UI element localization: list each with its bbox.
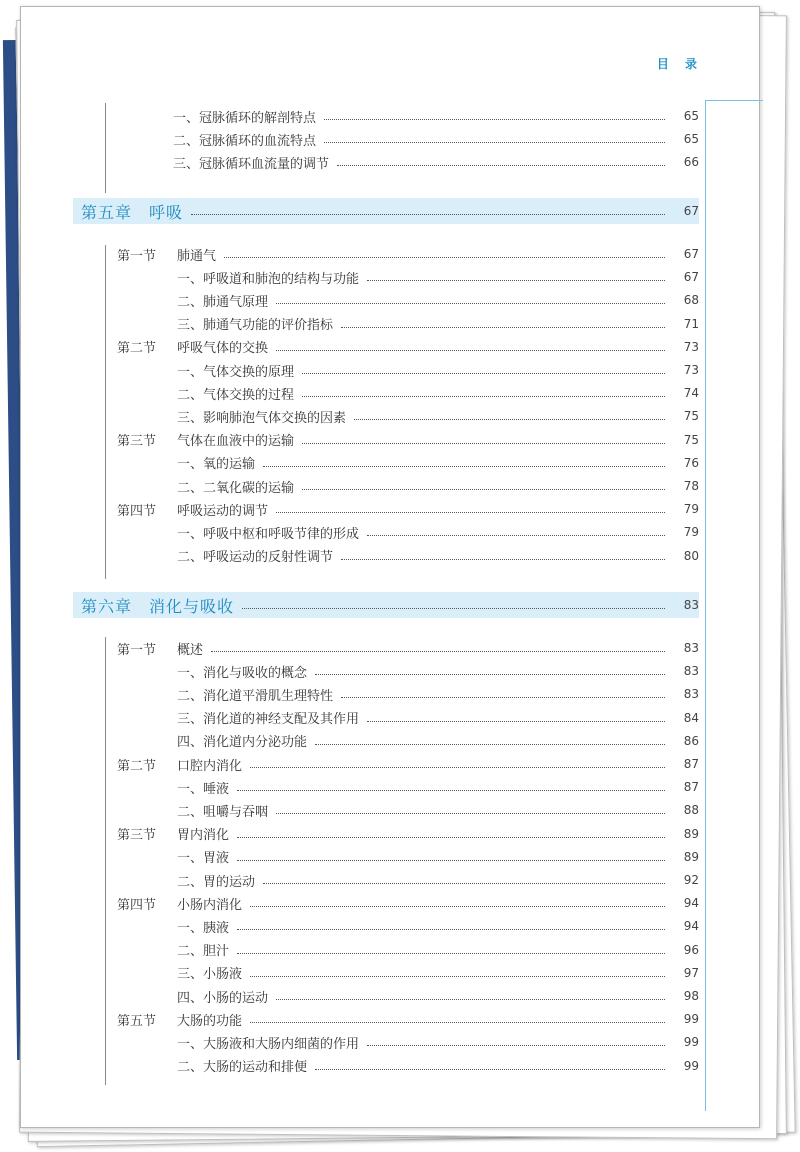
entry-label: 一、呼吸中枢和呼吸节律的形成 [177,526,360,542]
entry-page: 67 [683,247,699,261]
leader-dots [341,696,665,698]
entry-page: 74 [683,386,699,401]
leader-dots [211,650,665,652]
entry-label: 一、消化与吸收的概念 [177,665,308,681]
entry-page: 79 [683,502,699,517]
chapter-title: 第六章 消化与吸收 [81,596,235,616]
leader-dots [302,395,665,397]
toc-entry[interactable] [21,707,699,729]
entry-label: 二、二氧化碳的运输 [177,480,295,496]
section-number: 第四节 [117,897,157,913]
entry-label: 一、冠脉循环的解剖特点 [173,110,317,126]
toc-entry[interactable] [21,521,699,543]
section-number: 第三节 [117,434,157,450]
toc-section-entry[interactable] [21,753,699,775]
toc-entry[interactable] [21,545,699,567]
entry-page: 83 [683,664,699,679]
toc-entry[interactable] [21,313,699,335]
entry-page: 73 [683,363,699,377]
entry-label: 二、胃的运动 [177,874,256,890]
entry-page: 79 [683,525,699,540]
leader-dots [250,905,665,907]
entry-label: 三、肺通气功能的评价指标 [177,318,334,334]
toc-section-entry[interactable] [21,336,699,358]
leader-dots [276,349,665,351]
toc-section-entry[interactable] [21,892,699,914]
entry-label: 二、大肠的运动和排便 [177,1060,308,1076]
toc-entry[interactable] [21,105,699,127]
entry-label: 二、气体交换的过程 [177,387,295,403]
entry-page: 99 [683,1012,699,1027]
section-number: 第二节 [117,758,157,774]
entry-label: 一、氧的运输 [177,457,256,473]
leader-dots [367,534,665,536]
toc-section-entry[interactable] [21,637,699,659]
toc-section-entry[interactable] [21,823,699,845]
entry-label: 概述 [177,642,204,658]
entry-page: 78 [683,479,699,493]
leader-dots [337,164,665,166]
section-number: 第五节 [117,1013,157,1029]
entry-label: 一、唾液 [177,781,230,797]
entry-page: 99 [683,1035,699,1050]
toc-page [20,6,760,1128]
leader-dots [276,812,665,814]
entry-label: 二、消化道平滑肌生理特性 [177,688,334,704]
entry-label: 一、气体交换的原理 [177,364,295,380]
section-number: 第三节 [117,828,157,844]
toc-entry[interactable] [21,382,699,404]
leader-dots [367,720,665,722]
chapter-page: 67 [683,204,699,218]
entry-label: 一、大肠液和大肠内细菌的作用 [177,1036,360,1052]
entry-label: 一、胃液 [177,851,230,867]
leader-dots [315,1068,665,1070]
leader-dots [276,302,665,304]
toc-entry[interactable] [21,1031,699,1053]
entry-label: 二、呼吸运动的反射性调节 [177,550,334,566]
entry-page: 67 [683,270,699,285]
toc-entry[interactable] [21,452,699,474]
entry-page: 88 [683,803,699,818]
entry-label: 四、消化道内分泌功能 [177,735,308,751]
entry-label: 肺通气 [177,248,217,264]
entry-page: 76 [683,455,699,470]
margin-rule [705,100,763,101]
leader-dots [315,673,665,675]
chapter-heading[interactable] [73,592,699,618]
entry-page: 73 [683,339,699,354]
toc-section-entry[interactable] [21,429,699,451]
leader-dots [250,766,665,768]
entry-label: 二、肺通气原理 [177,294,269,310]
chapter-title: 第五章 呼吸 [81,202,184,222]
leader-dots [250,975,665,977]
leader-dots [302,488,665,490]
leader-dots [324,141,665,143]
leader-dots [276,998,665,1000]
leader-dots [315,743,665,745]
entry-label: 气体在血液中的运输 [177,434,295,450]
leader-dots [250,1021,665,1023]
leader-dots [341,558,665,560]
toc-entry[interactable] [21,915,699,937]
entry-label: 口腔内消化 [177,758,243,774]
entry-page: 86 [683,733,699,748]
toc-entry[interactable] [21,151,699,173]
entry-page: 71 [683,316,699,331]
entry-label: 三、冠脉循环血流量的调节 [173,156,330,172]
toc-entry[interactable] [21,475,699,497]
entry-page: 99 [683,1058,699,1073]
section-number: 第四节 [117,503,157,519]
leader-dots [263,882,665,884]
toc-entry[interactable] [21,985,699,1007]
toc-entry[interactable] [21,939,699,961]
toc-entry[interactable] [21,128,699,150]
toc-entry[interactable] [21,405,699,427]
leader-dots [263,465,665,467]
entry-label: 胃内消化 [177,828,230,844]
entry-label: 二、冠脉循环的血流特点 [173,133,317,149]
entry-label: 四、小肠的运动 [177,990,269,1006]
leader-dots [367,279,665,281]
toc-entry[interactable] [21,1055,699,1077]
toc-entry[interactable] [21,846,699,868]
toc-entry[interactable] [21,962,699,984]
leader-dots [242,607,665,609]
toc-section-entry[interactable] [21,243,699,265]
toc-entry[interactable] [21,869,699,891]
leader-dots [237,836,665,838]
entry-page: 98 [683,989,699,1003]
entry-label: 一、呼吸道和肺泡的结构与功能 [177,271,360,287]
entry-label: 二、咀嚼与吞咽 [177,804,269,820]
entry-page: 65 [683,109,699,123]
toc-entry[interactable] [21,660,699,682]
entry-page: 65 [683,132,699,146]
entry-page: 92 [683,873,699,887]
toc-entry[interactable] [21,799,699,821]
entry-page: 87 [683,757,699,771]
chapter-heading[interactable] [73,198,699,224]
toc-section-entry[interactable] [21,1008,699,1030]
entry-page: 75 [683,432,699,447]
entry-page: 84 [683,710,699,725]
leader-dots [324,118,665,120]
entry-label: 二、胆汁 [177,944,230,960]
toc-entry[interactable] [21,266,699,288]
entry-page: 66 [683,155,699,169]
leader-dots [367,1044,665,1046]
entry-label: 小肠内消化 [177,897,243,913]
toc-entry[interactable] [21,776,699,798]
leader-dots [237,789,665,791]
entry-page: 83 [683,687,699,702]
margin-rule [705,101,706,1111]
leader-dots [302,442,665,444]
entry-page: 83 [683,641,699,655]
entry-page: 80 [683,548,699,563]
page-header: 目 录 [656,57,703,71]
leader-dots [191,213,665,215]
leader-dots [237,928,665,930]
entry-label: 呼吸运动的调节 [177,503,269,519]
leader-dots [237,859,665,861]
entry-label: 呼吸气体的交换 [177,341,269,357]
entry-label: 三、影响肺泡气体交换的因素 [177,410,347,426]
entry-page: 89 [683,849,699,864]
leader-dots [302,372,665,374]
chapter-page: 83 [683,598,699,612]
entry-page: 87 [683,780,699,795]
entry-page: 97 [683,965,699,980]
entry-label: 三、消化道的神经支配及其作用 [177,712,360,728]
toc-entry[interactable] [21,683,699,705]
entry-label: 大肠的功能 [177,1013,243,1029]
leader-dots [276,511,665,513]
leader-dots [237,952,665,954]
toc-entry[interactable] [21,730,699,752]
toc-entry[interactable] [21,359,699,381]
entry-page: 68 [683,293,699,308]
entry-page: 96 [683,942,699,957]
toc-section-entry[interactable] [21,498,699,520]
entry-page: 75 [683,409,699,424]
entry-label: 三、小肠液 [177,967,243,983]
entry-label: 一、胰液 [177,920,230,936]
entry-page: 94 [683,919,699,934]
leader-dots [224,256,665,258]
section-number: 第一节 [117,248,157,264]
toc-entry[interactable] [21,289,699,311]
entry-page: 94 [683,896,699,911]
section-number: 第二节 [117,341,157,357]
section-number: 第一节 [117,642,157,658]
leader-dots [354,418,665,420]
entry-page: 89 [683,826,699,841]
leader-dots [341,326,665,328]
